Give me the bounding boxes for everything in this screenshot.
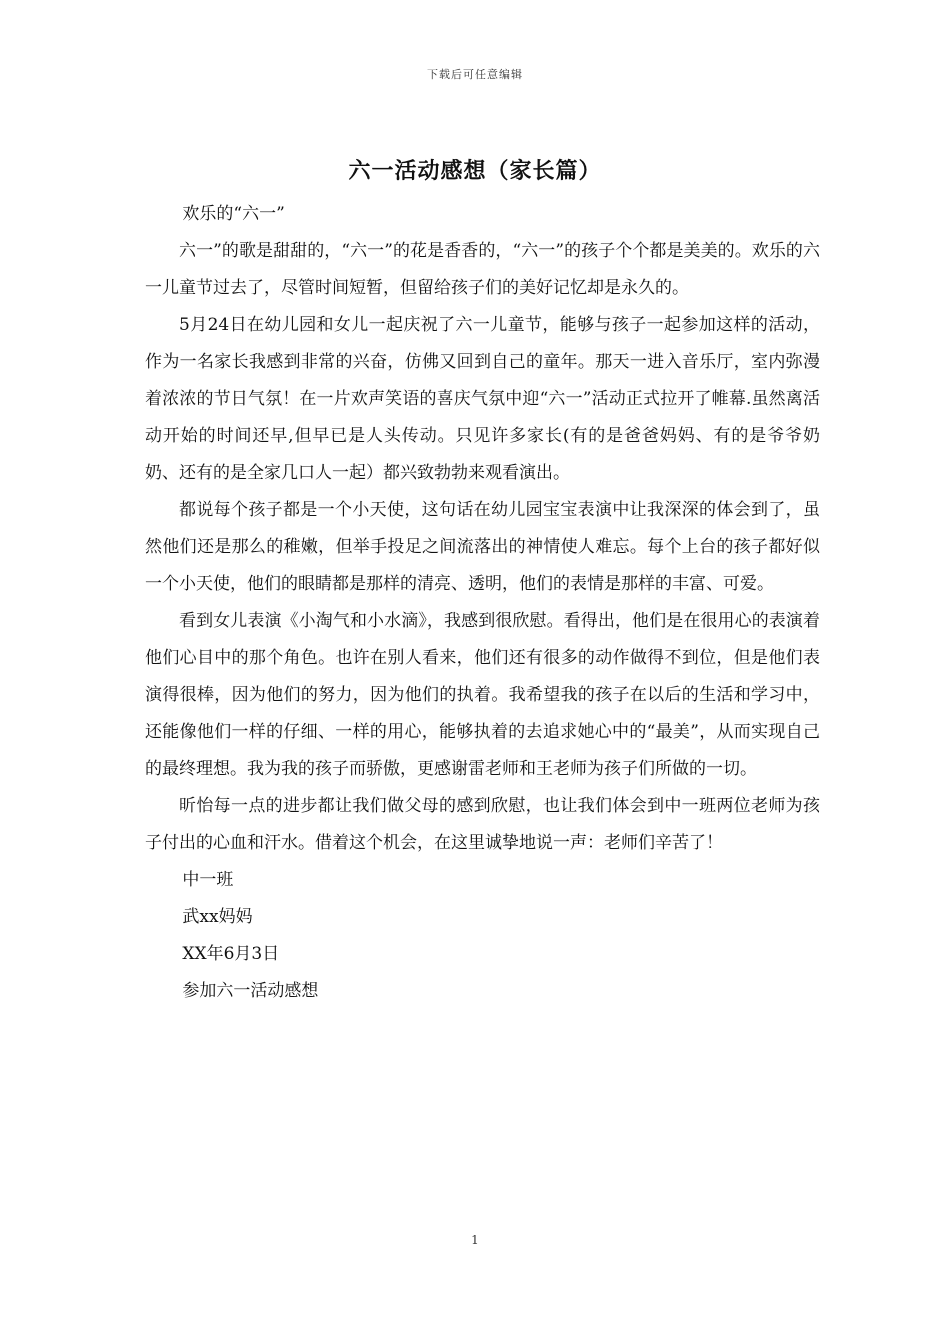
- paragraph-1: 六一”的歌是甜甜的，“六一”的花是香香的，“六一”的孩子个个都是美美的。欢乐的六一儿童节过去了，尽管时间短暂，但留给孩子们的美好记忆却是永久的。: [145, 241, 820, 298]
- document-title: 六一活动感想（家长篇）: [348, 158, 602, 184]
- page-header-note: 下载后可任意编辑: [427, 68, 523, 81]
- intro-line: 欢乐的“六一”: [182, 204, 285, 224]
- paragraph-2: 5月24日在幼儿园和女儿一起庆祝了六一儿童节，能够与孩子一起参加这样的活动，作为一名家长我感到非常的兴奋，仿佛又回到自己的童年。那天一进入音乐厅，室内弥漫着浓浓的节日气氛！在一片欢声笑语的喜庆气氛中迎“六一”活动正式拉开了帷幕.虽然离活动开始的时间还早,但早已是人头传动。只见许多家长(有的是爸爸妈妈、有的是爷爷奶奶、还有的是全家几口人一起）都兴致勃勃来观看演出。: [145, 315, 820, 483]
- signature-author: 武xx妈妈: [182, 907, 253, 927]
- page-number: 1: [471, 1233, 479, 1247]
- paragraph-4: 看到女儿表演《小淘气和小水滴》，我感到很欣慰。看得出，他们是在很用心的表演着他们心目中的那个角色。也许在别人看来，他们还有很多的动作做得不到位，但是他们表演得很棒，因为他们的努力，因为他们的执着。我希望我的孩子在以后的生活和学习中，还能像他们一样的仔细、一样的用心，能够执着的去追求她心中的“最美”，从而实现自己的最终理想。我为我的孩子而骄傲，更感谢雷老师和王老师为孩子们所做的一切。: [145, 611, 820, 779]
- next-section-heading: 参加六一活动感想: [182, 981, 319, 1001]
- paragraph-5: 昕怡每一点的进步都让我们做父母的感到欣慰，也让我们体会到中一班两位老师为孩子付出的心血和汗水。借着这个机会，在这里诚挚地说一声：老师们辛苦了！: [145, 796, 820, 853]
- document-body: [145, 196, 820, 1010]
- paragraph-3: 都说每个孩子都是一个小天使，这句话在幼儿园宝宝表演中让我深深的体会到了，虽然他们还是那么的稚嫩，但举手投足之间流落出的神情使人难忘。每个上台的孩子都好似一个小天使，他们的眼睛都是那样的清亮、透明，他们的表情是那样的丰富、可爱。: [145, 500, 820, 594]
- signature-date: XX年6月3日: [182, 944, 280, 964]
- signature-class: 中一班: [182, 870, 234, 890]
